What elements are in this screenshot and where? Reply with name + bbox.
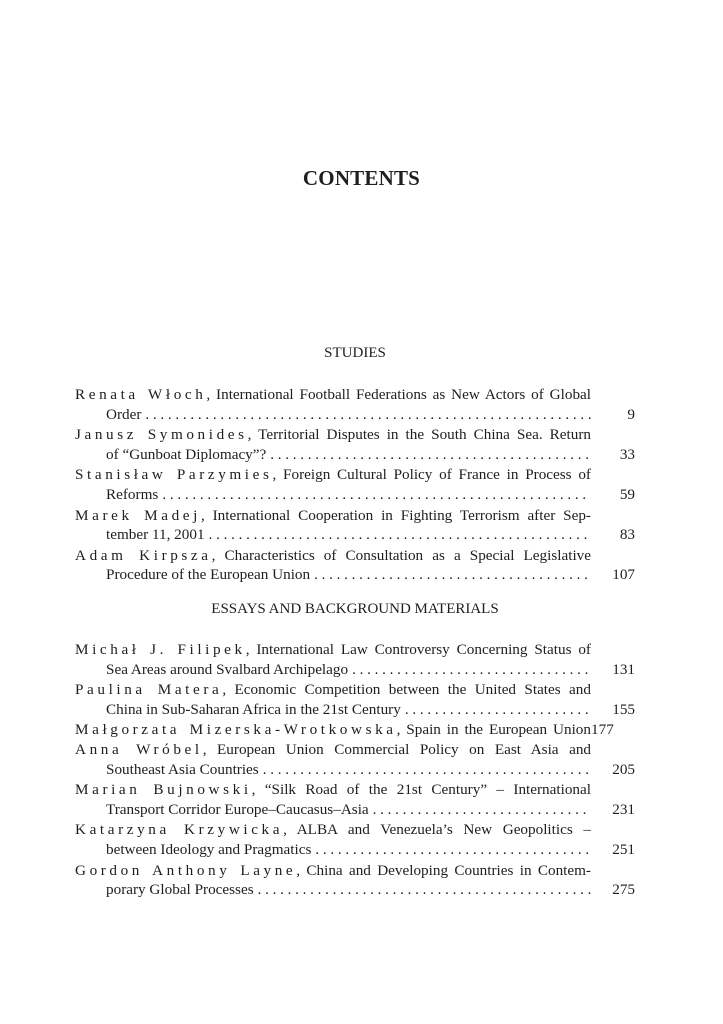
toc-entry[interactable]	[75, 720, 635, 740]
entry-title-line1: , European Union Commercial Policy on East Asia and	[202, 740, 592, 758]
entry-title-line2: of “Gunboat Diplomacy”?	[106, 445, 267, 463]
dot-leader	[263, 761, 591, 781]
entry-author: Anna Wróbel	[75, 740, 203, 758]
entry-page: 251	[612, 840, 635, 858]
entry-title-line2: between Ideology and Pragmatics	[106, 840, 312, 858]
entry-author: Paulina Matera	[75, 681, 223, 699]
toc-entry[interactable]	[75, 740, 635, 780]
entry-page: 107	[612, 566, 635, 584]
entry-author: Adam Kirpsza	[75, 546, 212, 564]
entry-title-line2: tember 11, 2001	[106, 526, 205, 544]
entry-title-line1: , Foreign Cultural Policy of France in Process of	[272, 466, 591, 484]
toc-entry[interactable]	[75, 861, 635, 901]
toc-entry[interactable]	[75, 780, 635, 820]
toc-entry[interactable]	[75, 640, 635, 680]
essays-entries	[75, 640, 635, 901]
studies-entries	[75, 385, 635, 586]
toc-entry[interactable]	[75, 385, 635, 425]
entry-page: 177	[591, 721, 614, 739]
entry-title-line2: China in Sub-Saharan Africa in the 21st Century	[106, 700, 401, 718]
toc-entry[interactable]	[75, 506, 635, 546]
entry-title-line1: , Territorial Disputes in the South China Sea. Return	[247, 426, 591, 444]
entry-author: Gordon Anthony Layne	[75, 861, 297, 879]
entry-author: Janusz Symonides	[75, 426, 248, 444]
entry-author: Stanisław Parzymies	[75, 466, 273, 484]
entry-author: Renata Włoch	[75, 386, 207, 403]
entry-title-line2: Transport Corridor Europe–Caucasus–Asia	[106, 800, 369, 818]
dot-leader	[145, 406, 591, 426]
toc-entry[interactable]	[75, 465, 635, 505]
dot-leader	[258, 881, 591, 901]
entry-title-line1: , Characteristics of Consultation as a Special Legislative	[211, 546, 592, 564]
dot-leader	[209, 526, 591, 546]
entry-page: 131	[612, 660, 635, 678]
entry-page: 59	[619, 485, 635, 503]
entry-page: 205	[612, 760, 635, 778]
entry-title-line2: Sea Areas around Svalbard Archipelago	[106, 660, 349, 678]
entry-author: Marek Madej	[75, 506, 201, 524]
entry-title-line2: Reforms	[106, 485, 159, 503]
dot-leader	[315, 841, 591, 861]
entry-page: 275	[612, 881, 635, 899]
entry-author: Małgorzata Mizerska-Wrotkowska	[75, 721, 397, 739]
entry-title-line1: , China and Developing Countries in Contem-	[296, 861, 591, 879]
entry-title-line1: , “Silk Road of the 21st Century” – International	[251, 781, 591, 799]
entry-title-line1: , International Football Federations as New Actors of Global	[206, 386, 591, 403]
section-heading-studies: STUDIES	[324, 345, 386, 361]
dot-leader	[314, 566, 591, 586]
entry-page: 155	[612, 700, 635, 718]
toc-entry[interactable]	[75, 820, 635, 860]
entry-title-line1: , Economic Competition between the United States and	[222, 681, 591, 699]
page-title: CONTENTS	[302, 166, 421, 190]
entry-title-line2: Southeast Asia Countries	[106, 760, 259, 778]
toc-entry[interactable]	[75, 425, 635, 465]
dot-leader	[352, 661, 591, 681]
dot-leader	[405, 701, 591, 721]
entry-page: 9	[627, 405, 635, 423]
entry-title-line2: Order	[106, 405, 142, 423]
entry-page: 33	[619, 445, 635, 463]
toc-entry[interactable]	[75, 680, 635, 720]
entry-title-line1: , ALBA and Venezuela’s New Geopolitics –	[283, 821, 592, 839]
toc-entry[interactable]	[75, 546, 635, 586]
entry-author: Marian Bujnowski	[75, 781, 252, 799]
entry-title-line1: , International Cooperation in Fighting Terrorism after Sep-	[200, 506, 591, 524]
entry-author: Katarzyna Krzywicka	[75, 821, 284, 839]
entry-title-line1: , Spain in the European Union	[396, 721, 591, 739]
dot-leader	[373, 801, 591, 821]
entry-author: Michał J. Filipek	[75, 641, 246, 658]
entry-page: 231	[612, 800, 635, 818]
section-heading-essays: ESSAYS AND BACKGROUND MATERIALS	[211, 601, 499, 617]
entry-title-line2: Procedure of the European Union	[106, 566, 311, 584]
dot-leader	[270, 446, 591, 466]
dot-leader	[162, 486, 591, 506]
entry-title-line2: porary Global Processes	[106, 881, 254, 899]
entry-page: 83	[619, 526, 635, 544]
entry-title-line1: , International Law Controversy Concerning Status of	[245, 641, 591, 658]
